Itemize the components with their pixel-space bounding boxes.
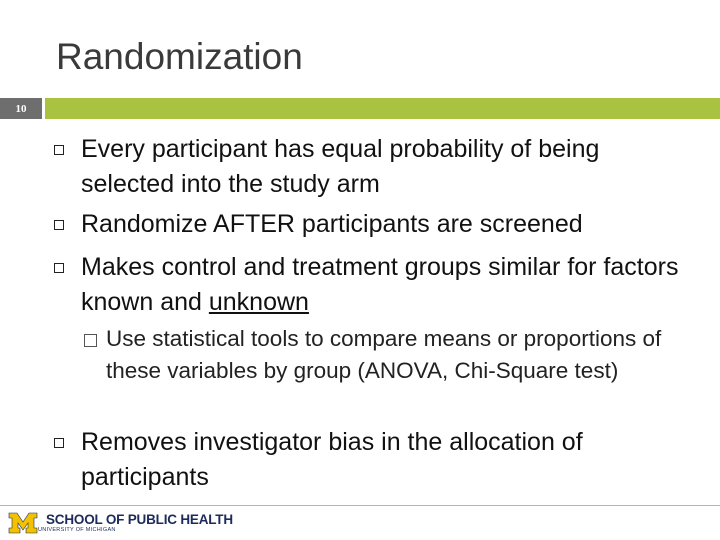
slide-title: Randomization	[56, 36, 303, 77]
square-bullet-icon	[54, 263, 64, 273]
sub-bullet-text: Use statistical tools to compare means or proportions of these variables by group (ANOVA, Chi-Square test)	[106, 326, 662, 383]
hollow-square-bullet-icon	[84, 334, 97, 347]
bullet-text: Removes investigator bias in the allocation of participants	[81, 428, 583, 491]
bullet-text: Randomize AFTER participants are screened	[81, 210, 583, 238]
school-name: SCHOOL OF PUBLIC HEALTH	[46, 511, 233, 527]
square-bullet-icon	[54, 145, 64, 155]
underlined-word: unknown	[208, 288, 309, 316]
footer-logo	[8, 510, 233, 536]
footer-wordmark	[38, 513, 233, 534]
university-name: UNIVERSITY OF MICHIGAN	[38, 526, 116, 533]
square-bullet-icon	[54, 220, 64, 230]
footer-divider	[0, 505, 720, 506]
square-bullet-icon	[54, 438, 64, 448]
block-m-icon	[8, 511, 38, 535]
bullet-text: Every participant has equal probability of being selected into the study arm	[81, 135, 600, 198]
accent-bar	[45, 98, 720, 119]
page-number: 10	[0, 98, 42, 119]
bullet-text	[81, 250, 691, 320]
bullet-text-main: Makes control and treatment groups similar for factors known and	[81, 253, 679, 316]
